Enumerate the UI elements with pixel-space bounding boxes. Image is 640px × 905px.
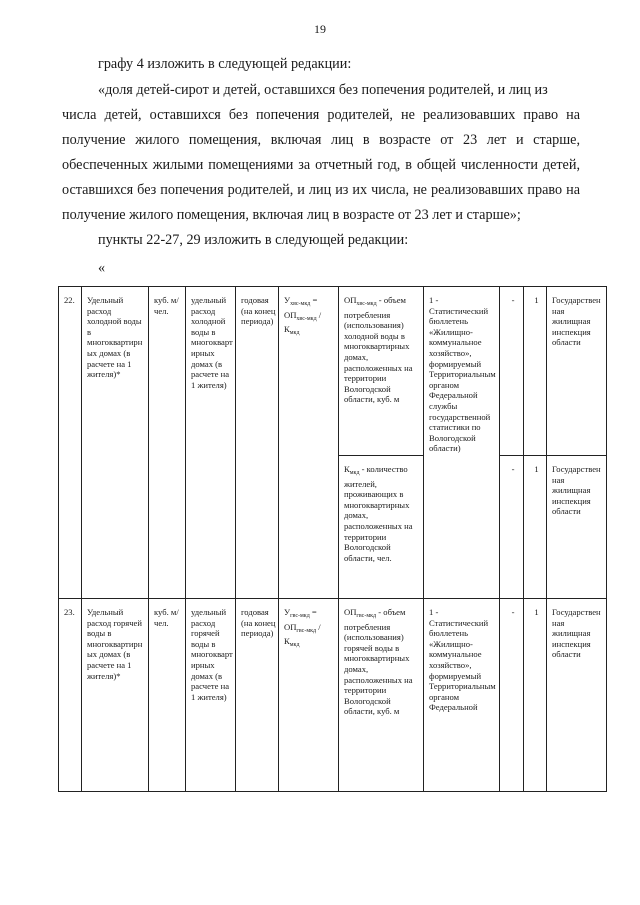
row-23-formula-prefix: У (284, 607, 291, 617)
row-22-basic2-sub: мкд (349, 470, 360, 476)
row-23-responsible-1: Государственная жилищная инспекция области (547, 599, 607, 792)
row-22-basic2-prefix: К (344, 464, 350, 474)
row-23-formula (279, 599, 339, 792)
row-22-formula-sub3: мкд (289, 330, 300, 337)
row-22-basic1-sub: хвс-мкд (356, 301, 377, 307)
row-23-period: годовая (на конец периода) (236, 599, 279, 792)
page-number: 19 (314, 22, 326, 36)
row-22-source: 1 - Статистический бюллетень «Жилищно-коммунальное хозяйство», формируемый Территориальным органом Федеральной службы государственной статистики по Вологодской области) (424, 287, 500, 599)
row-23-formula-sub2: гвс-мкд (296, 627, 317, 634)
row-22-number: 22. (59, 287, 82, 599)
row-22-method-2b: 1 (524, 456, 547, 599)
row-22-method-1b: - (500, 456, 524, 599)
row-23-formula-mid: = ОП (284, 607, 317, 632)
row-22-basic2-text: - количество жителей, проживающих в многоквартирных домах, расположенных на территории Вологодской области, чел. (344, 464, 413, 563)
row-22-name: Удельный расход холодной воды в многоквартирных домах (в расчете на 1 жителя)* (82, 287, 149, 599)
row-23-source: 1 - Статистический бюллетень «Жилищно-коммунальное хозяйство», формируемый Территориальным органом Федеральной (424, 599, 500, 792)
row-23-method-2: 1 (524, 599, 547, 792)
row-22-description: удельный расход холодной воды в многоквартирных домах (в расчете на 1 жителя) (186, 287, 236, 599)
intro-paragraph-3: пункты 22-27, 29 изложить в следующей редакции: (98, 232, 409, 248)
row-23-basic1-text: - объем потребления (использования) горячей воды в многоквартирных домах, расположенных на территории Вологодской области, куб. м (344, 607, 413, 717)
row-22-formula-mid: = ОП (284, 295, 318, 320)
row-22-formula (279, 287, 339, 599)
indicators-table (58, 286, 607, 792)
table-row-23 (59, 599, 607, 792)
intro-paragraph-2-first-line: «доля детей-сирот и детей, оставшихся без попечения родителей, и лиц из (98, 82, 548, 98)
intro-paragraph-1: графу 4 изложить в следующей редакции: (98, 56, 352, 72)
row-23-formula-div: / К (284, 621, 321, 647)
row-22-unit: куб. м/чел. (149, 287, 186, 599)
row-22-responsible-2: Государственная жилищная инспекция области (547, 456, 607, 599)
row-23-basic1-prefix: ОП (344, 607, 357, 617)
row-22-formula-prefix: У (284, 295, 291, 305)
row-22-formula-sub1: хвс-мкд (290, 301, 311, 307)
intro-paragraph-2 (62, 78, 580, 228)
row-22-basic-indicator-2 (339, 456, 424, 599)
row-22-method-1: - (500, 287, 524, 456)
row-22-formula-sub2: хвс-мкд (296, 315, 317, 322)
row-22-basic1-prefix: ОП (344, 295, 357, 305)
row-23-formula-sub1: гвс-мкд (290, 613, 310, 619)
row-23-unit: куб. м/чел. (149, 599, 186, 792)
row-23-method-1: - (500, 599, 524, 792)
row-22-basic1-text: - объем потребления (использования) холодной воды в многоквартирных домах, расположенных на территории Вологодской области, куб. м (344, 295, 413, 405)
row-22-basic-indicator-1 (339, 287, 424, 456)
row-23-name: Удельный расход горячей воды в многоквартирных домах (в расчете на 1 жителя)* (82, 599, 149, 792)
row-22-method-2: 1 (524, 287, 547, 456)
intro-paragraph-2-rest: числа детей, оставшихся без попечения родителей, не реализовавших право на получение жилого помещения, включая лиц в возрасте от 23 лет и старше, обеспеченных жилыми помещениями за отчетный год, в общей численности детей, оставшихся без попечения родителей, и лиц из их числа, не реализовавших право на получение жилого помещения, включая лиц в возрасте от 23 лет и старше»; (62, 107, 580, 223)
row-23-description: удельный расход горячей воды в многоквартирных домах (в расчете на 1 жителя) (186, 599, 236, 792)
open-quote: « (98, 260, 106, 276)
row-23-number: 23. (59, 599, 82, 792)
table-row-22 (59, 287, 607, 456)
row-22-responsible-1: Государственная жилищная инспекция области (547, 287, 607, 456)
row-23-formula-sub3: мкд (289, 642, 300, 649)
row-23-basic-indicator-1 (339, 599, 424, 792)
row-22-formula-div: / К (284, 309, 322, 335)
row-23-basic1-sub: гвс-мкд (356, 613, 377, 619)
row-22-period: годовая (на конец периода) (236, 287, 279, 599)
